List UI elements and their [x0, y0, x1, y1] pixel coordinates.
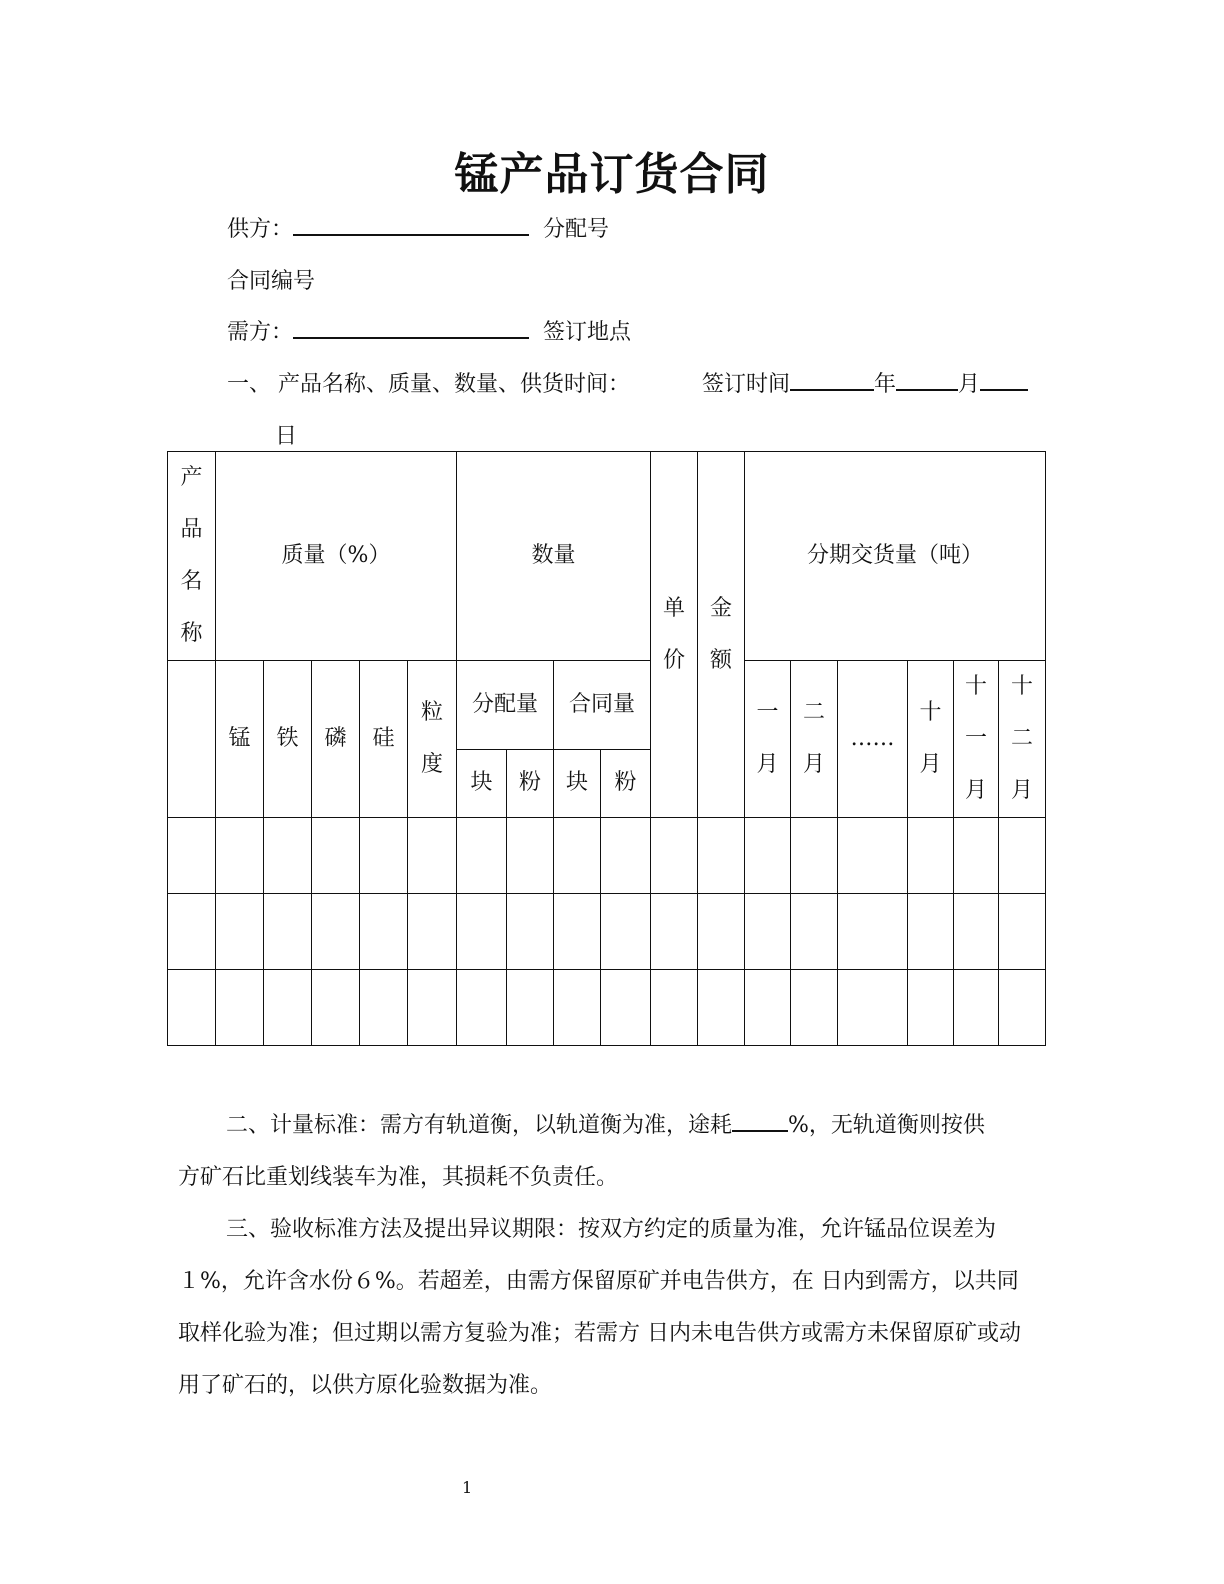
section2-paragraph	[178, 1100, 1038, 1204]
year-blank	[790, 369, 874, 391]
month-1-header: 一 月	[745, 661, 791, 818]
contract-lump: 块	[554, 749, 601, 817]
quality-manganese: 锰	[216, 661, 264, 818]
amount-header: 金 额	[698, 452, 745, 818]
product-name-header: 产 品 名 称	[168, 452, 216, 661]
supplier-blank	[293, 214, 529, 236]
quality-silicon: 硅	[360, 661, 408, 818]
day-label: 日	[275, 424, 298, 449]
month-10-header: 十 月	[908, 661, 954, 818]
month-label: 月	[958, 372, 981, 397]
contract-qty-header: 合同量	[554, 661, 651, 750]
month-12-header: 十 二 月	[999, 661, 1046, 818]
month-blank	[896, 369, 958, 391]
order-table	[167, 451, 1046, 1046]
section2-text-c: 方矿石比重划线装车为准，其损耗不负责任。	[178, 1165, 619, 1190]
table-row	[168, 818, 1046, 894]
section1-line	[227, 367, 630, 398]
sign-place-label: 签订地点	[543, 320, 632, 345]
contract-no-label: 合同编号	[227, 269, 316, 294]
supplier-label: 供方：	[227, 217, 294, 242]
buyer-blank	[293, 317, 529, 339]
buyer-label: 需方：	[227, 320, 294, 345]
table-row	[168, 970, 1046, 1046]
month-2-header: 二 月	[791, 661, 838, 818]
section3-paragraph: 三、验收标准方法及提出异议期限：按双方约定的质量为准，允许锰品位误差为１%，允许含水份６%。若超差，由需方保留原矿并电告供方，在 日内到需方，以共同取样化验为准；但过期以需方复验为准；若需方 日内未电告供方或需方未保留原矿或动用了矿石的，以供方原化验数据为准。	[178, 1217, 1021, 1398]
day-line	[275, 419, 297, 450]
contract-no-line	[227, 264, 315, 295]
month-ellipsis-header: ……	[838, 661, 908, 818]
month-11-header: 十 一 月	[954, 661, 999, 818]
quality-iron: 铁	[264, 661, 312, 818]
quality-phosphorus: 磷	[312, 661, 360, 818]
quality-header: 质量（%）	[216, 452, 457, 661]
allocation-no-label: 分配号	[543, 217, 610, 242]
delivery-header: 分期交货量（吨）	[745, 452, 1046, 661]
section2-text-b: %，无轨道衡则按供	[788, 1113, 985, 1138]
document-title: 锰产品订货合同	[454, 149, 770, 200]
day-blank	[980, 369, 1028, 391]
supplier-line	[227, 212, 609, 243]
quantity-header: 数量	[457, 452, 651, 661]
loss-blank	[732, 1110, 788, 1132]
product-name-sub-cell	[168, 661, 216, 818]
table-row	[168, 894, 1046, 970]
allocated-lump: 块	[457, 749, 507, 817]
unit-price-header: 单 价	[651, 452, 698, 818]
sign-time-line	[702, 367, 1028, 398]
sign-time-label: 签订时间	[702, 372, 791, 397]
quality-granularity: 粒 度	[408, 661, 457, 818]
allocated-powder: 粉	[507, 749, 554, 817]
section2-text-a: 二、计量标准：需方有轨道衡，以轨道衡为准，途耗	[226, 1113, 733, 1138]
allocated-qty-header: 分配量	[457, 661, 554, 750]
contract-powder: 粉	[601, 749, 651, 817]
section1-label: 一、 产品名称、质量、数量、供货时间：	[227, 372, 630, 397]
year-label: 年	[874, 372, 897, 397]
page-number: 1	[462, 1478, 473, 1497]
buyer-line	[227, 315, 631, 346]
